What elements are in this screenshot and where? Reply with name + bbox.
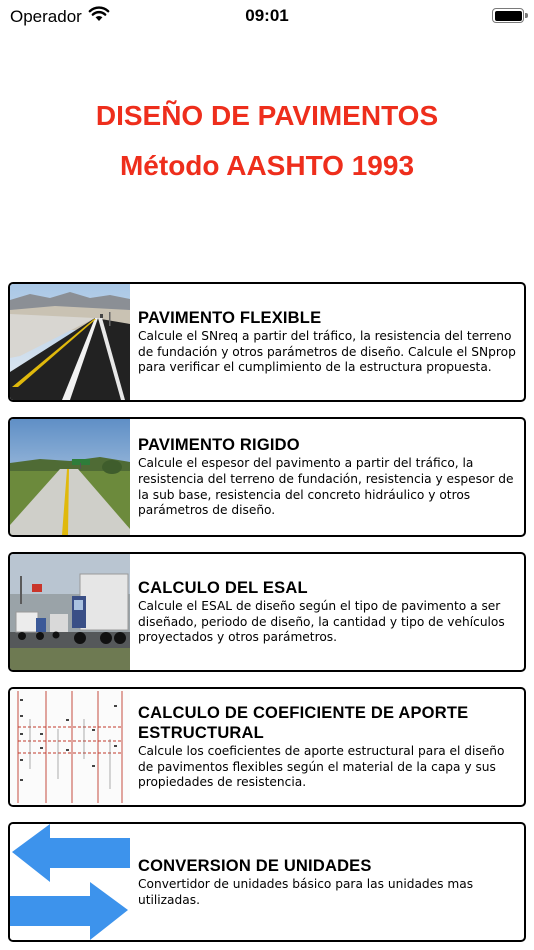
- nomogram-image: [10, 689, 130, 805]
- card-text: [130, 824, 524, 940]
- status-bar: [0, 0, 534, 32]
- card-text: [130, 284, 524, 400]
- status-time: 09:01: [245, 6, 289, 25]
- card-description: Calcule el ESAL de diseño según el tipo de pavimento a ser diseñado, periodo de diseño, la cantidad y tipo de vehículos proyectados y otros parámetros.: [138, 599, 505, 645]
- card-text: [130, 689, 524, 805]
- card-description: Calcule los coeficientes de aporte estructural para el diseño de pavimentos flexibles según el material de la capa y sus propiedades de resistencia.: [138, 744, 505, 790]
- card-description: Convertidor de unidades básico para las unidades mas utilizadas.: [138, 876, 474, 907]
- concrete-highway-image: [10, 419, 130, 535]
- menu-item-calculo-esal[interactable]: [8, 552, 526, 672]
- app-header: [0, 96, 534, 186]
- card-title: PAVIMENTO RIGIDO: [138, 436, 300, 455]
- battery-cap: [525, 13, 528, 18]
- carrier-name: Operador: [10, 6, 82, 26]
- conversion-arrows-icon: [10, 824, 130, 940]
- asphalt-highway-image: [10, 284, 130, 400]
- card-text: [130, 554, 524, 670]
- card-text: [130, 419, 524, 535]
- card-title: CONVERSION DE UNIDADES: [138, 856, 372, 875]
- menu-item-conversion-unidades[interactable]: [8, 822, 526, 942]
- app-title: DISEÑO DE PAVIMENTOS: [95, 100, 439, 131]
- card-title: CALCULO DE COEFICIENTE DE APORTE ESTRUCTURAL: [138, 704, 469, 743]
- menu-item-pavimento-rigido[interactable]: [8, 417, 526, 537]
- battery-icon: [492, 8, 524, 23]
- app-subtitle: Método AASHTO 1993: [119, 150, 415, 181]
- menu-item-pavimento-flexible[interactable]: [8, 282, 526, 402]
- trucks-image: [10, 554, 130, 670]
- card-description: Calcule el espesor del pavimento a partir del tráfico, la resistencia del terreno de fundación, resistencia y espesor de la sub base, resistencia del concreto hidráulico y otros parámetros de diseño.: [138, 456, 514, 518]
- card-description: Calcule el SNreq a partir del tráfico, la resistencia del terreno de fundación y otros parámetros de diseño. Calcule el SNprop para verificar el cumplimiento de la estructura propuesta.: [138, 329, 516, 375]
- menu-item-coeficiente-aporte[interactable]: [8, 687, 526, 807]
- card-title: CALCULO DEL ESAL: [138, 579, 308, 598]
- card-title: PAVIMENTO FLEXIBLE: [138, 309, 322, 328]
